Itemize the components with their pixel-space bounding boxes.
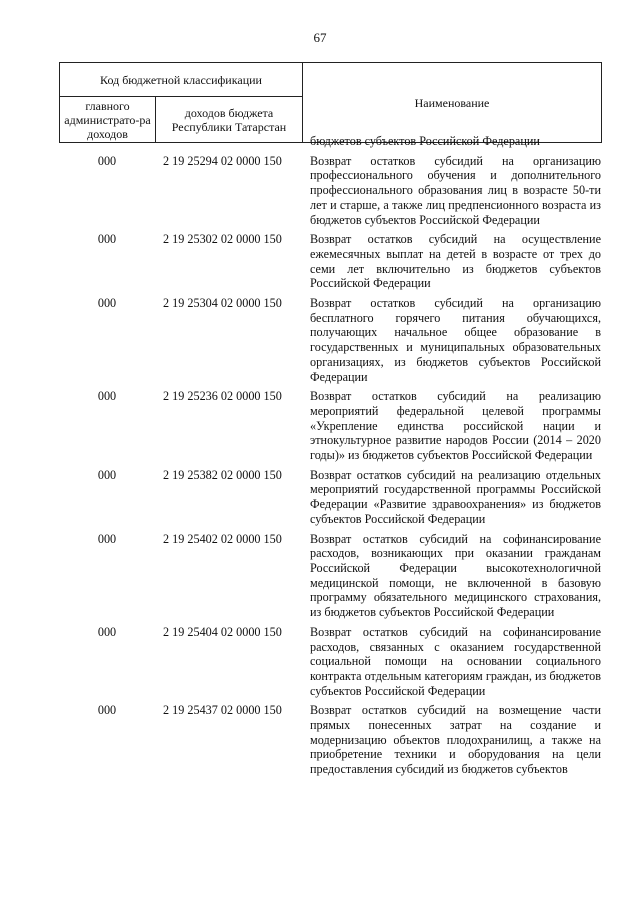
continuation-text: бюджетов субъектов Российской Федерации	[310, 134, 540, 148]
table-row	[59, 468, 601, 527]
admin-code-cell: 000	[97, 531, 117, 546]
table-header	[59, 62, 602, 143]
name-cell: Возврат остатков субсидий на осуществление ежемесячных выплат на детей в возрасте от трех до семи лет включительно из бюджетов субъектов Российской Федерации	[310, 232, 601, 291]
admin-code-cell: 000	[97, 232, 117, 247]
table-row	[59, 625, 601, 699]
revenue-code-cell: 2 19 25382 02 0000 150	[163, 467, 282, 482]
name-cell: Возврат остатков субсидий на реализацию отдельных мероприятий государственной программы Российской Федерации «Развитие здравоохранения» из бюджетов субъектов Российской Федерации	[310, 467, 601, 526]
revenue-code-cell: 2 19 25302 02 0000 150	[163, 232, 282, 247]
admin-code-header: главного администрато-ра доходов	[60, 97, 156, 143]
name-header: Наименование	[303, 63, 602, 143]
revenue-code-cell: 2 19 25236 02 0000 150	[163, 389, 282, 404]
name-cell: Возврат остатков субсидий на реализацию мероприятий федеральной целевой программы «Укрепление единства российской нации и этнокультурное развитие народов России (2014 – 2020 годы)» из бюджетов субъектов Российской Федерации	[310, 389, 601, 463]
revenue-code-cell: 2 19 25437 02 0000 150	[163, 703, 282, 718]
table-row	[59, 532, 601, 620]
table-row	[59, 232, 601, 291]
name-cell: Возврат остатков субсидий на организацию профессионального обучения и дополнительного профессионального образования лиц в возрасте 50-ти лет и старше, а также лиц предпенсионного возраста из бюджетов субъектов Российской Федерации	[310, 153, 601, 227]
admin-code-cell: 000	[97, 624, 117, 639]
admin-code-cell: 000	[97, 296, 117, 311]
name-cell: Возврат остатков субсидий на организацию бесплатного горячего питания обучающихся, получающих начальное общее образование в государственных и муниципальных образовательных организациях, из бюджетов субъектов Российской Федерации	[310, 296, 601, 384]
table-row	[59, 296, 601, 384]
revenue-code-cell: 2 19 25294 02 0000 150	[163, 153, 282, 168]
budget-code-header: Код бюджетной классификации	[60, 63, 303, 97]
table-body	[59, 134, 601, 777]
admin-code-cell: 000	[97, 389, 117, 404]
admin-code-cell: 000	[97, 467, 117, 482]
table-row	[59, 154, 601, 228]
table-row	[59, 389, 601, 463]
revenue-code-cell: 2 19 25304 02 0000 150	[163, 296, 282, 311]
name-cell: Возврат остатков субсидий на возмещение части прямых понесенных затрат на создание и модернизацию объектов плодохранилищ, а также на приобретение техники и оборудования на цели предоставления субсидий из бюджетов субъектов	[310, 703, 601, 777]
admin-code-cell: 000	[97, 703, 117, 718]
admin-code-cell: 000	[97, 153, 117, 168]
name-cell: Возврат остатков субсидий на софинансирование расходов, возникающих при оказании гражданам Российской Федерации высокотехнологичной медицинской помощи, не включенной в базовую программу обязательного медицинского страхования, из бюджетов субъектов Российской Федерации	[310, 531, 601, 620]
page-number: 67	[313, 30, 327, 45]
name-cell: Возврат остатков субсидий на софинансирование расходов, связанных с оказанием государственной социальной помощи на основании социального контракта отдельным категориям граждан, из бюджетов субъектов Российской Федерации	[310, 624, 601, 698]
revenue-code-header: доходов бюджета Республики Татарстан	[156, 97, 303, 143]
table-row	[59, 703, 601, 777]
revenue-code-cell: 2 19 25402 02 0000 150	[163, 531, 282, 546]
revenue-code-cell: 2 19 25404 02 0000 150	[163, 624, 282, 639]
